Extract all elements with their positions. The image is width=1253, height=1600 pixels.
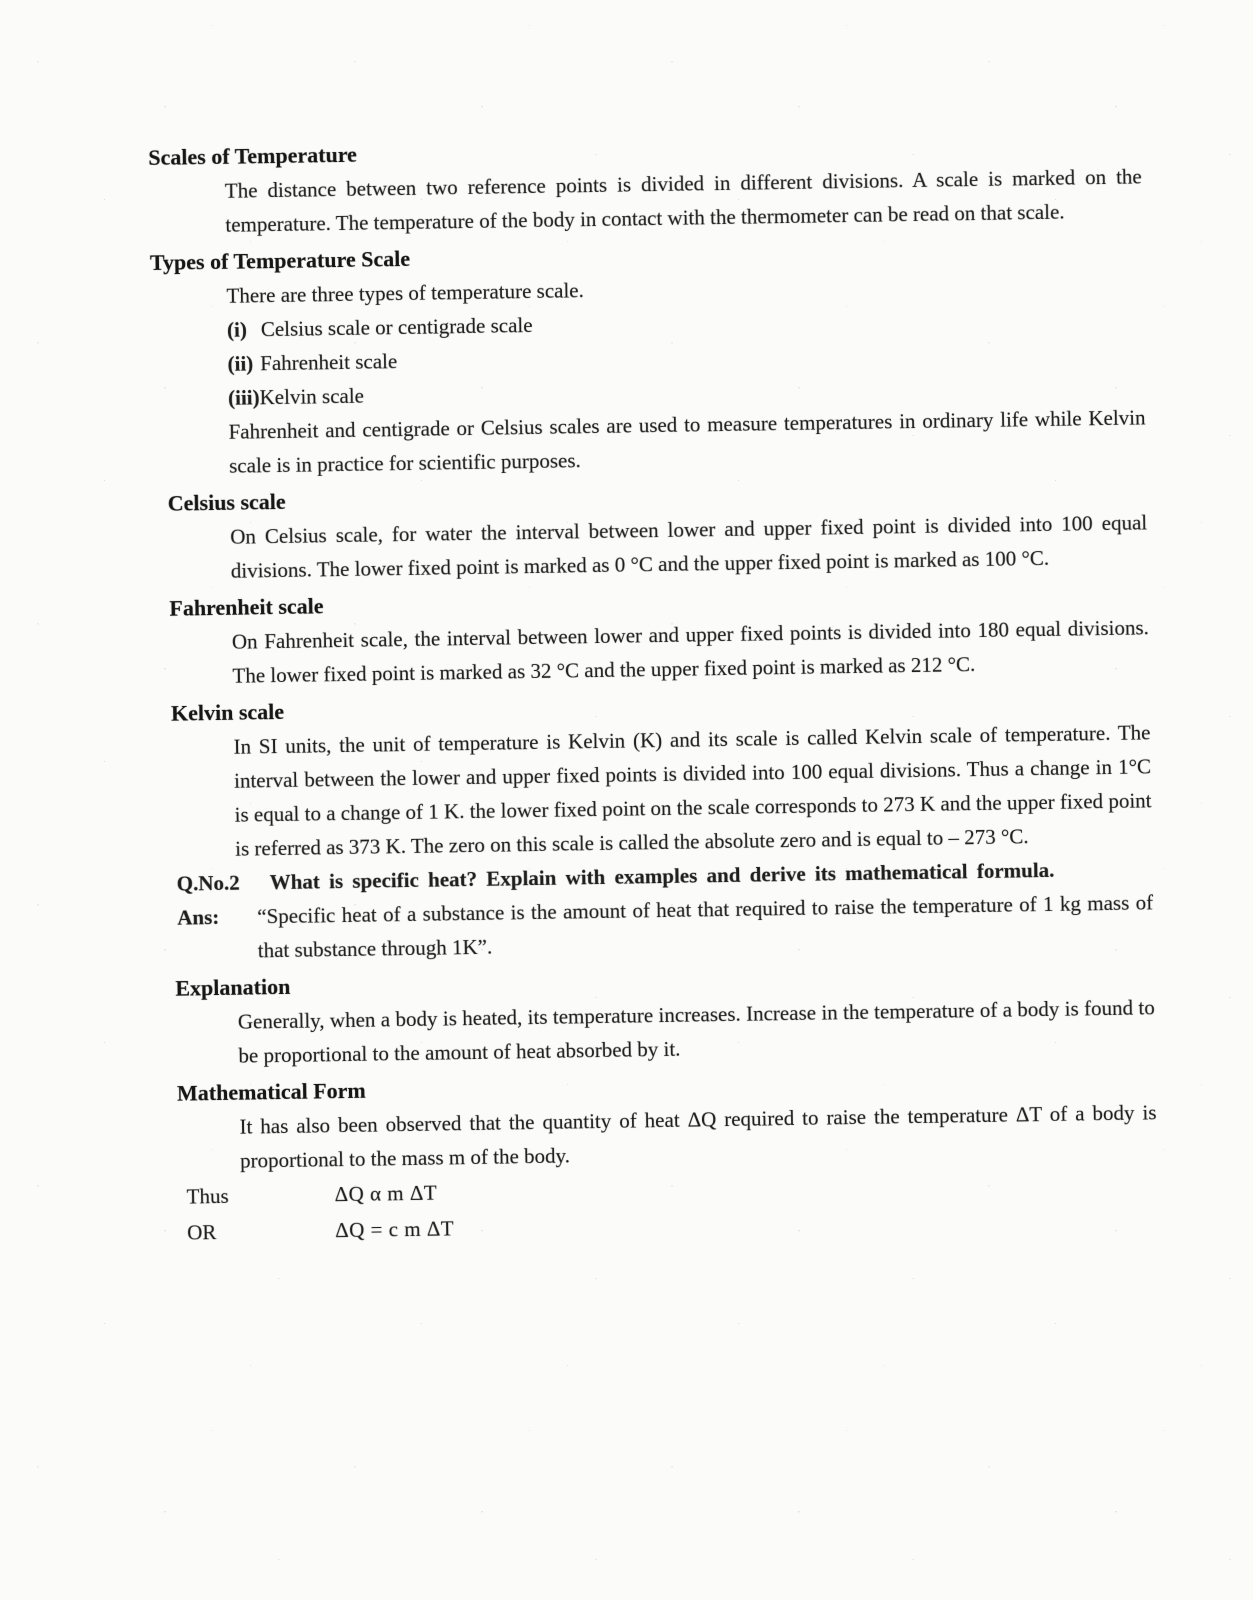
answer-2 — [177, 885, 1154, 968]
document-content — [148, 122, 1158, 1250]
answer-label: Ans: — [177, 904, 220, 930]
para-celsius-scale: On Celsius scale, for water the interval between lower and upper fixed point is divided into 100 equal divisions. The lower fixed point is marked as 0 °C and the upper fixed point is marked as 100 °C. — [230, 510, 1148, 583]
formula-equation: ΔQ = c m ΔT — [334, 1216, 455, 1243]
para-types-note: Fahrenheit and centigrade or Celsius scales are used to measure temperatures in ordinary life while Kelvin scale is in practice for scientific purposes. — [228, 405, 1146, 478]
list-item-label: Fahrenheit scale — [260, 349, 398, 376]
heading-mathematical-form: Mathematical Form — [176, 1077, 366, 1106]
heading-kelvin-scale: Kelvin scale — [170, 698, 285, 726]
para-explanation: Generally, when a body is heated, its temperature increases. Increase in the temperature of a body is found to be proportional to the amount of heat absorbed by it. — [237, 995, 1155, 1068]
heading-types-of-temperature-scale: Types of Temperature Scale — [149, 245, 411, 275]
list-item-label: Kelvin scale — [259, 383, 365, 410]
para-types-intro: There are three types of temperature scale. — [226, 278, 585, 308]
formula-label-or: OR — [187, 1220, 217, 1245]
heading-explanation: Explanation — [175, 973, 291, 1001]
formula-proportionality: ΔQ α m ΔT — [334, 1180, 438, 1207]
para-fahrenheit-scale: On Fahrenheit scale, the interval between lower and upper fixed points is divided into 180 equal divisions. The lower fixed point is marked as 32 °C and the upper fixed point is marked as 212 °C. — [231, 615, 1149, 688]
para-kelvin-scale: In SI units, the unit of temperature is Kelvin (K) and its scale is called Kelvin scale of temperature. The interval between the lower and upper fixed points is divided into 100 equal divisions. Thus a change in 1°C is equal to a change of 1 K. the lower fixed point on the scale corresponds to 273 K and the upper fixed point is referred as 373 K. The zero on this scale is called the absolute zero and is equal to – 273 °C. — [233, 720, 1152, 861]
para-scales-of-temperature: The distance between two reference points is divided in different divisions. A scale is marked on the temperature. The temperature of the body in contact with the thermometer can be read on that scale. — [224, 164, 1142, 237]
formula-label-thus: Thus — [186, 1183, 229, 1209]
heading-fahrenheit-scale: Fahrenheit scale — [169, 593, 324, 621]
answer-text: “Specific heat of a substance is the amount of heat that required to raise the temperature of 1 kg mass of that substance through 1K”. — [257, 890, 1154, 963]
question-text: What is specific heat? Explain with examples and derive its mathematical formula. — [269, 857, 1055, 895]
question-number-label: Q.No.2 — [176, 870, 240, 896]
list-marker-iii: (iii) — [227, 385, 260, 410]
heading-scales-of-temperature: Scales of Temperature — [148, 141, 358, 170]
para-mathematical-form: It has also been observed that the quantity of heat ΔQ required to raise the temperature ΔT of a body is proportional to the mass m of the body. — [239, 1100, 1157, 1173]
list-marker-ii: (ii) — [227, 351, 254, 376]
list-item-label: Celsius scale or centigrade scale — [260, 312, 533, 342]
list-marker-i: (i) — [226, 317, 248, 342]
heading-celsius-scale: Celsius scale — [167, 488, 286, 516]
